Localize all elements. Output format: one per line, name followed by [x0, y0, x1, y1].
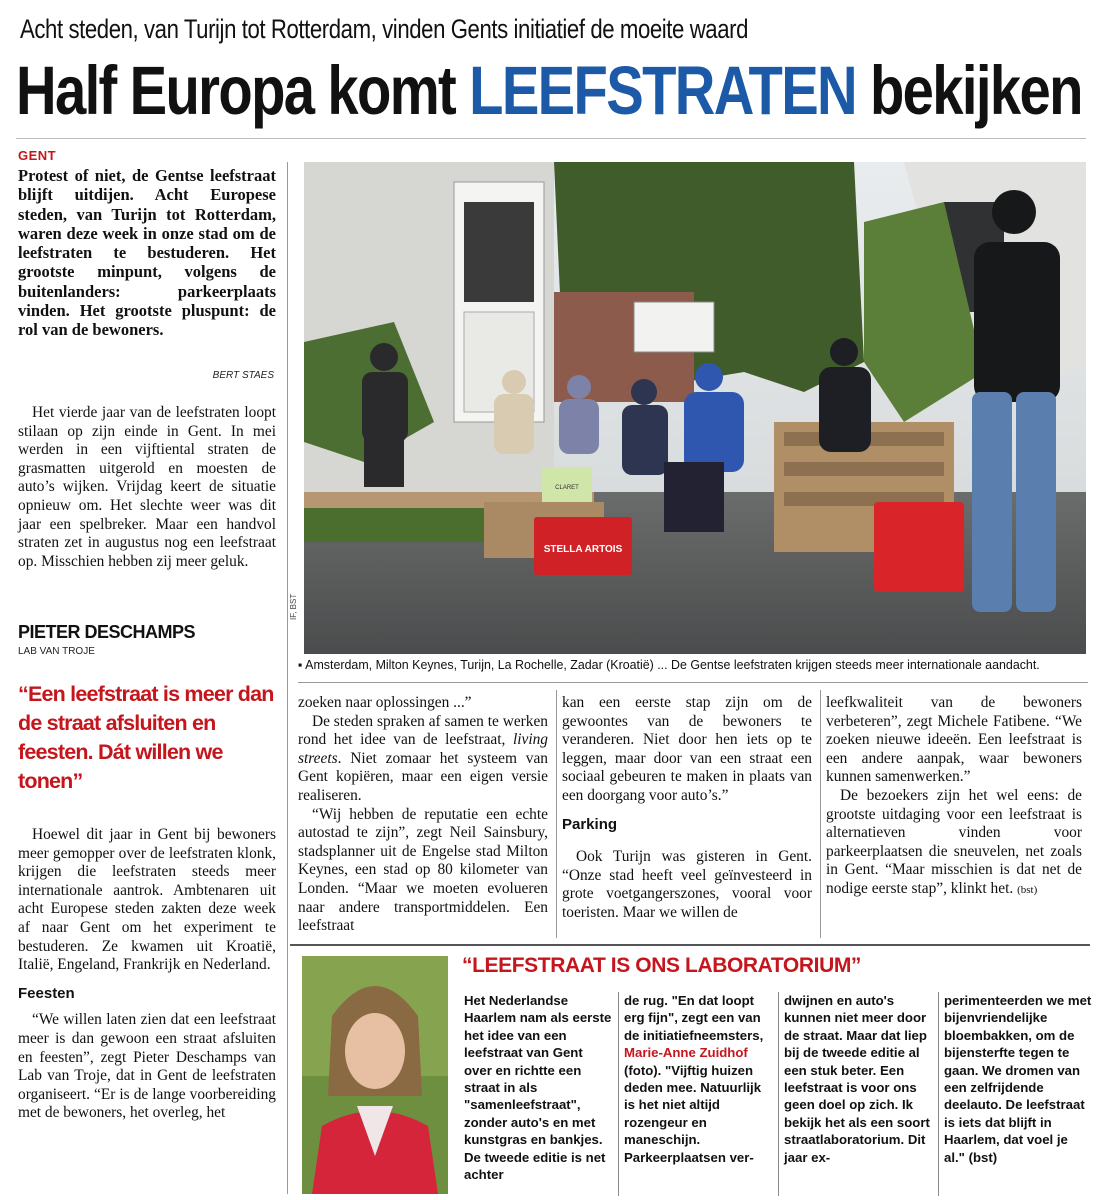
headline-highlight: LEEFSTRATEN — [469, 52, 857, 129]
sidebar-column-4: perimenteerden we met bijenvriendelijke bloembakken, om de bijensterfte tegen te gaan. We dromen van een zelfrijdende deelauto. De leefstraat is iets dat blijft in Haarlem, dat voel je al." (bst) — [944, 993, 1092, 1165]
pull-quote: “Een leefstraat is meer dan de straat afsluiten en feesten. Dát willen we tonen” — [18, 682, 274, 793]
photo-credit: IF, BST — [289, 593, 298, 620]
author-name: PIETER DESCHAMPS — [18, 622, 196, 642]
paragraph: Hoewel dit jaar in Gent bij bewoners meer gemopper over de leefstraten klonk, krijgen die leefstraten steeds meer internationale aantrok. Ambtenaren uit acht Europese steden zakten deze week af naar Gent om het experiment te bestuderen. Ze kwamen uit Kroatië, Italië, Engeland, Frankrijk en Nederland. — [18, 826, 276, 974]
portrait-photo — [302, 956, 448, 1194]
headline-post: bekijken — [856, 52, 1082, 129]
sidebar-title: “LEEFSTRAAT IS ONS LABORATORIUM” — [462, 954, 862, 977]
article-lead: Protest of niet, de Gentse leefstraat blijft uitdijen. Acht Europese steden, van Turijn tot Rotterdam, waren deze week in onze stad om de leefstraten te bestuderen. Het grootste minpunt, volgens de buitenlanders: parkeerplaats vinden. Het grootste pluspunt: de rol van de bewoners. — [18, 166, 276, 340]
box-top-rule — [290, 944, 1090, 946]
photo-caption: ▪ Amsterdam, Milton Keynes, Turijn, La Rochelle, Zadar (Kroatië) ... De Gentse leefstraten krijgen steeds meer internationale aandacht. — [298, 658, 1040, 672]
paragraph: Het vierde jaar van de leefstraten loopt stilaan op zijn einde in Gent. In mei werden in een vijftiental straten de grasmatten uitgerold en moesten de auto’s wijken. Vrijdag keert de situatie opnieuw om. Het slechte weer was dit jaar een spelbreker. Maar een handvol straten zet in augustus nog een leefstraat op. Misschien hebben zij meer geluk. — [18, 404, 276, 570]
column-divider — [556, 690, 557, 938]
sidebar-column-1: Het Nederlandse Haarlem nam als eerste het idee van een leefstraat van Gent over en richtte een straat in als "samenleefstraat", zonder auto's en met kunstgras en bankjes. De tweede editie is net achter — [464, 993, 612, 1183]
subhead-parking: Parking — [562, 815, 618, 833]
portrait-illustration — [302, 956, 448, 1194]
street-scene-illustration — [304, 162, 1086, 654]
caption-rule — [298, 682, 1088, 683]
column-divider — [287, 162, 288, 1194]
box-label: CLARET — [555, 485, 579, 491]
sidebar-divider — [618, 992, 619, 1196]
paragraph: De bezoekers zijn het wel eens: de grootste uitdaging voor een leefstraat is alternatieven vinden voor parkeerplaatsen die sneuvelen, net zoals in Gent. “Maar misschien is dat net de nodige eerste stap”, klinkt het. (bst) — [826, 786, 1082, 897]
column-1-top — [18, 404, 276, 571]
column-divider — [820, 690, 821, 938]
paragraph: zoeken naar oplossingen ...” — [298, 694, 472, 711]
headline-pre: Half Europa komt — [16, 52, 470, 129]
dateline: GENT — [18, 148, 57, 163]
highlighted-name: Marie-Anne Zuidhof — [624, 1045, 748, 1061]
column-3 — [562, 694, 812, 923]
article-headline — [16, 48, 1082, 134]
article-kicker: Acht steden, van Turijn tot Rotterdam, vinden Gents initiatief de moeite waard — [20, 14, 749, 44]
column-1-bottom — [18, 826, 276, 1123]
author-org: LAB VAN TROJE — [18, 646, 95, 657]
column-4 — [826, 694, 1082, 900]
paragraph: kan een eerste stap zijn om de gewoontes van de bewoners te veranderen. Niet door hen iets op te leggen, maar door van een straat een sociaal gebeuren te maken in plaats van een doorgang voor auto’s.” — [562, 694, 812, 804]
header-rule — [16, 138, 1086, 139]
paragraph: Ook Turijn was gisteren in Gent. “Onze stad heeft veel geïnvesteerd in grote voetgangerszones, vooral voor toeristen. Maar we willen de — [562, 848, 812, 921]
sidebar-divider — [778, 992, 779, 1196]
main-photo — [304, 162, 1086, 654]
subhead-feesten: Feesten — [18, 984, 75, 1002]
crate-label: STELLA ARTOIS — [543, 544, 623, 555]
paragraph: “We willen laten zien dat een leefstraat meer is dan gewoon een straat afsluiten en feesten”, zegt Pieter Deschamps van Lab van Troje, dat in Gent de leefstraten organiseert. “Er is de lange voorbereiding met de bewoners, het overleg, het — [18, 1011, 276, 1122]
signature: (bst) — [1017, 883, 1038, 896]
paragraph: “Wij hebben de reputatie een echte autostad te zijn”, zegt Neil Sainsbury, stadsplanner uit de Engelse stad Milton Keynes, een stad op 80 kilometer van Londen. “Maar we moeten evolueren naar andere transportmiddelen. Een leefstraat — [298, 805, 548, 935]
sidebar-column-2: de rug. "En dat loopt erg fijn", zegt een van de initiatiefneemsters, Marie-Anne Zuidhof (foto). "Vijftig huizen deden mee. Natuurlijk is het niet altijd rozengeur en maneschijn. Parkeerplaatsen ver- — [624, 993, 764, 1165]
paragraph: De steden spraken af samen te werken rond het idee van de leefstraat, living streets. Niet zomaar het systeem van Gent kopiëren, maar een eigen versie realiseren. — [298, 712, 548, 804]
sidebar-divider — [938, 992, 939, 1196]
column-2 — [298, 694, 548, 936]
sidebar-column-3: dwijnen en auto's kunnen niet meer door de straat. Maar dat liep bij de tweede editie al een stuk beter. Een leefstraat is voor ons geen doel op zich. Ik bekijk het als een soort straatlaboratorium. Dit jaar ex- — [784, 993, 930, 1165]
sidebar-box — [290, 948, 1090, 1198]
paragraph: leefkwaliteit van de bewoners verbeteren”, zegt Michele Fatibene. “We zoeken nieuwe ideeën. Een leefstraat is een andere aanpak, waar bewoners kunnen samenwerken.” — [826, 694, 1082, 786]
lead-byline: BERT STAES — [212, 370, 274, 381]
